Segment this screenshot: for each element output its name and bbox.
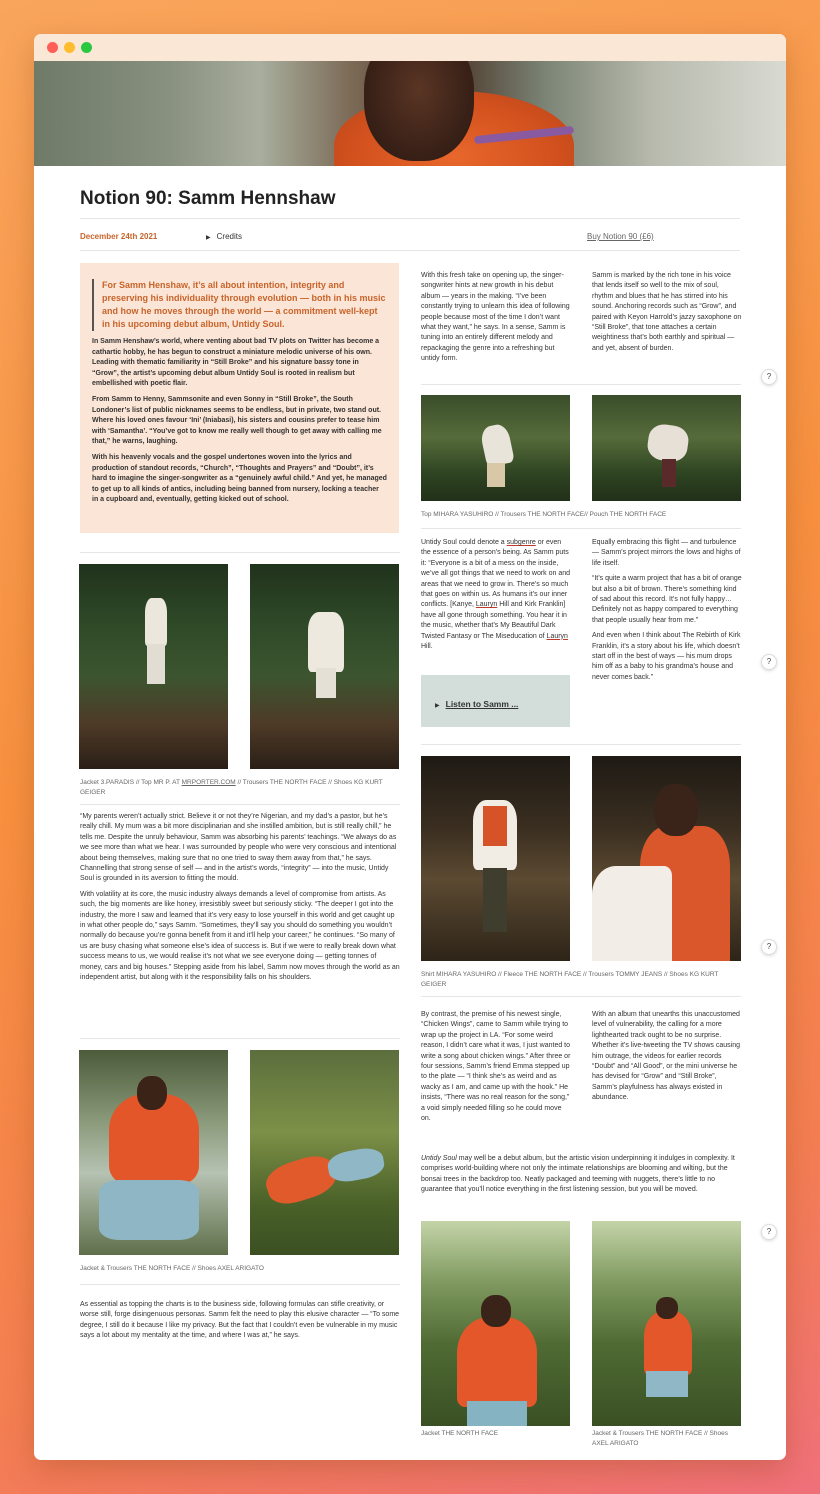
photo-woods-1 (421, 756, 570, 961)
photo-caption: Jacket & Trousers THE NORTH FACE // Shoes AXEL ARIGATO (592, 1430, 728, 1447)
divider (80, 1284, 400, 1285)
paragraph: And even when I think about The Rebirth of Kirk Franklin, it’s a story about his life, which doesn’t start off in the best of ways — his mum drops him off as a baby to his grandma’s house and never comes back.” (592, 632, 741, 681)
cover-banner-image (34, 61, 786, 166)
help-button[interactable]: ? (761, 939, 777, 955)
body-text-left (80, 812, 400, 989)
text-run: subgenre (506, 539, 536, 546)
body-column-5: By contrast, the premise of his newest single, “Chicken Wings”, came to Samm while trying to wrap up the project in LA. “For some weird reason, I didn’t care what it was, I just wanted to write a song about chicken wings.” After three or four sessions, Samm’s friend Emma stepped up to the plate — “I think she’s as weird and as wacky as I am, and came up with the hook.” He insists, “There was no real reason for the song,” a void simply needed filling so he could move on. (421, 1011, 571, 1123)
photo-ferns-1 (421, 395, 570, 501)
photo-caption: Jacket THE NORTH FACE (421, 1430, 499, 1437)
divider (421, 744, 741, 745)
caption-text: // Trousers THE NORTH FACE // Shoes KG KURT GEIGER (80, 779, 383, 796)
divider (80, 1038, 400, 1039)
text-run: Hill and Kirk Franklin] have all gone through something. You hear it in the music, whether that’s My Beautiful Dark Twisted Fantasy or The Miseducation of (421, 601, 567, 640)
body-column-2: Samm is marked by the rich tone in his voice that lends itself so well to the mix of soul, rhythm and blues that he has stirred into his sound. Anchoring records such as “Grow”, and paired with Keyon Harrold’s jazzy saxophone on “Still Broke”, that tone attaches a certain weightiness that’s both earthly and spiritual — and yet, absent of burden. (592, 272, 742, 352)
paragraph: Equally embracing this flight — and turbulence — Samm’s project mirrors the lows and highs of life itself. (592, 539, 741, 567)
credits-label: Credits (216, 232, 242, 241)
divider (80, 250, 740, 251)
divider (80, 218, 740, 219)
text-run: may well be a debut album, but the artistic vision underpinning it indulges in complexity. It comprises world-building where not only the intimate relationships are blooming and wilting, but the bonsai trees in the backdrop too. Neatly packaged and teeming with nuggets, there’s little to no guarantee that you’ll notice everything in the first listening session, but you will be moved. (421, 1155, 735, 1194)
photo-caption: Top MIHARA YASUHIRO // Trousers THE NORTH FACE// Pouch THE NORTH FACE (421, 511, 667, 518)
triangle-right-icon: ▶ (206, 235, 211, 241)
intro-paragraph-3: With his heavenly vocals and the gospel undertones woven into the lyrics and production of standout records, “Church”, “Thoughts and Prayers” and “Doubt”, it’s hard to imagine the singer-songwriter as a “genuinely awful child.” And yet, he managed to get up to all kinds of antics, including being banned from nursery, locking a teacher in a cupboard and, eventually, getting kicked out of school. (92, 453, 387, 504)
photo-caption (80, 778, 400, 797)
divider (80, 804, 400, 805)
pull-quote: For Samm Henshaw, it’s all about intention, integrity and preserving his individuality through evolution — both in his music and how he moves through the world — a commitment well-kept in his upcoming debut album, Untidy Soul. (92, 279, 387, 331)
triangle-right-icon: ▶ (435, 703, 440, 709)
photo-caption: Shirt MIHARA YASUHIRO // Fleece THE NORTH FACE // Trousers TOMMY JEANS // Shoes KG KURT GEIGER (421, 971, 719, 988)
body-column-1: With this fresh take on opening up, the singer-songwriter hints at new growth in his debut album — years in the making. “I’ve been constantly trying to unlearn this idea of following people because most of the time I don’t want what they want,” he says. In a sense, Samm is tuning into an entirely different melody and repackaging the genre into a refreshing but untidy form. (421, 272, 570, 363)
photo-forest-2 (250, 564, 399, 769)
body-column-4 (592, 538, 742, 688)
divider (421, 528, 741, 529)
photo-forest-1 (79, 564, 228, 769)
photo-tree-1 (421, 1221, 570, 1426)
mrporter-link[interactable]: MRPORTER.COM (181, 779, 236, 786)
text-run: or even the essence of a person’s being. As Samm puts it: “Everyone is a bit of a mess on the inside, we’ve all got things that we need to work on and areas that we need to grow in. There’s so much that goes on within us. As humans it’s our inner conflicts. [Kanye, (421, 539, 571, 609)
intro-paragraph-1: In Samm Henshaw’s world, where venting about bad TV plots on Twitter has become a cathartic hobby, he has begun to construct a miniature melodic universe of his own. Leading with thematic familiarity in “Still Broke” and his signature bassy tone in “Grow”, the artist’s upcoming debut album Untidy Soul is rooted in realism but embellished with poetic flair. (92, 338, 380, 388)
listen-label: Listen to Samm ... (445, 699, 519, 709)
paragraph: “My parents weren’t actually strict. Believe it or not they’re Nigerian, and my dad’s a pastor, but he’s really chill. My mum was a bit more disciplinarian and she instilled ambition, but is still really chill,” he tells me. Despite the unruly behaviour, Samm was absorbing his parents’ teachings. “We always do as we see more than what we hear. I was surrounded by people who were very conscious and intentional about being themselves, making sure that no one tried to sway them away from that,” he says. Channelling that strong sense of self — and in the artist’s words, “integrity” — into the music, Untidy Soul is grounded in its aversion to fitting the mould. (80, 813, 397, 883)
divider (421, 996, 741, 997)
photo-river (79, 1050, 228, 1255)
photo-woods-2 (592, 756, 741, 961)
intro-callout (80, 263, 399, 533)
help-button[interactable]: ? (761, 369, 777, 385)
text-run: Hill. (421, 643, 433, 651)
divider (80, 552, 400, 553)
help-button[interactable]: ? (761, 654, 777, 670)
photo-ferns-2 (592, 395, 741, 501)
minimize-window-button[interactable] (64, 42, 75, 53)
publish-date: December 24th 2021 (80, 232, 158, 241)
close-window-button[interactable] (47, 42, 58, 53)
paragraph: With volatility at its core, the music industry always demands a level of compromise from artists. As such, the big moments are like honey, irresistibly sweet but seriously sticky. “The deeper I got into the industry, the more I saw and learned that it’s very easy to lose yourself in this world and get caught up in what other people do,” says Samm. “Sometimes, they’ll say you should do something you wouldn’t normally do because you’re gonna benefit from it and it’ll help your career,” he continues. “So many of us are busy chasing what someone else’s idea of success is. But if we were to really break down what success means to us, we would realise it’s not what we see everyone doing — getting tonnes of money, cars and big houses.” Stepping aside from his label, Samm now moves through the world as an independent artist, but along with it the responsibility falls on his shoulders. (80, 890, 400, 982)
page-title: Notion 90: Samm Hennshaw (80, 188, 336, 209)
photo-caption: Jacket & Trousers THE NORTH FACE // Shoes AXEL ARIGATO (80, 1265, 264, 1272)
text-run: Lauryn (475, 601, 498, 609)
text-run: Lauryn (546, 632, 568, 640)
body-column-6: With an album that unearths this unaccustomed level of vulnerability, the calling for a more lighthearted track ought to be no surprise. Whether it’s live-tweeting the TV shows causing him outrage, the videos for earlier records “Doubt” and “All Good”, or the mini universe he has devised for “Grow” and “Still Broke”, Samm’s playfulness has always existed in abundance. (592, 1011, 740, 1102)
divider (421, 384, 741, 385)
buy-notion-link[interactable]: Buy Notion 90 (£6) (587, 232, 654, 241)
body-text-left-2: As essential as topping the charts is to the business side, following formulas can stifle creativity, or worse still, forge disingenuous personas. Samm felt the need to play this elusive character — “To some degree, I still do it because I like my privacy. But the fact that I couldn’t even be vulnerable in my music says a lot about my mentality at the time, and where I was at,” he says. (80, 1301, 400, 1340)
listen-toggle[interactable] (421, 675, 570, 727)
zoom-window-button[interactable] (81, 42, 92, 53)
text-run: Untidy Soul could denote a (421, 539, 507, 546)
credits-toggle[interactable] (206, 232, 242, 241)
help-button[interactable]: ? (761, 1224, 777, 1240)
photo-grass (250, 1050, 399, 1255)
intro-paragraph-2: From Samm to Henny, Sammsonite and even Sonny in “Still Broke”, the South Londoner’s list of public nicknames seems to be endless, but in private, two stand out. Where his loved ones favour ‘Ini’ (Iniabasi), his sisters and cousins prefer to tease him with ‘Samantha’. “You’ve got to know me really well though to get away with calling me that,” he warns, laughing. (92, 395, 382, 446)
paragraph: “It’s quite a warm project that has a bit of orange but also a bit of brown. There’s something kind of sad about this record. It’s not fully happy… Definitely not as happy compared to everything that people usually hear from me.” (592, 575, 742, 624)
title-bar (34, 34, 786, 61)
browser-window (34, 34, 786, 1460)
photo-tree-2 (592, 1221, 741, 1426)
body-text-full (421, 1154, 741, 1196)
body-column-3 (421, 538, 571, 652)
caption-text: Jacket 3.PARADIS // Top MR P. AT (80, 779, 182, 786)
album-title: Untidy Soul (421, 1155, 457, 1162)
